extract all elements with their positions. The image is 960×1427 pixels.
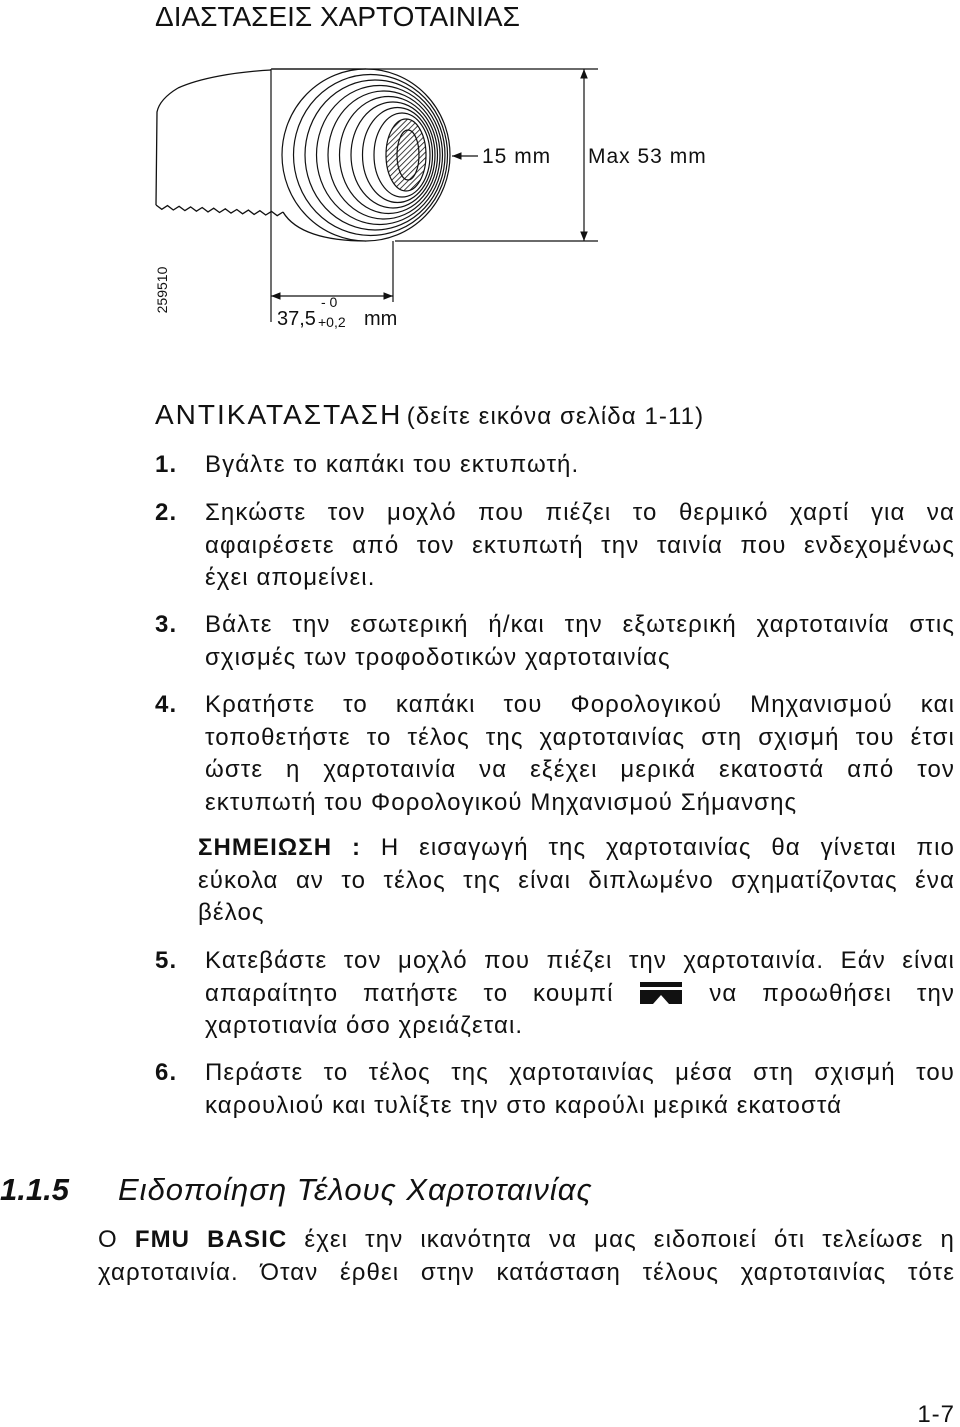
- paper-roll-figure: [0, 50, 720, 340]
- section-number: 1.1.5: [0, 1172, 69, 1207]
- step-text: [205, 1057, 955, 1122]
- step-line: Βγάλτε το καπάκι του εκτυπωτή.: [205, 451, 580, 478]
- paragraph-text: έχει την ικανότητα να μας ειδοποιεί ότι τελείωσε η: [304, 1226, 955, 1253]
- step-line: Σηκώστε τον μοχλό που πιέζει το θερμικό χαρτί για να: [205, 499, 955, 526]
- core-diameter-value: 37,5: [277, 308, 316, 330]
- paper-tear-edge: [156, 205, 283, 216]
- note-line: βέλος: [198, 899, 265, 926]
- page-number: 1-7: [917, 1401, 955, 1427]
- step-line: Κατεβάστε τον μοχλό που πιέζει την χαρτοταινία. Εάν είναι: [205, 947, 955, 974]
- paper-feed-icon: [638, 981, 684, 1005]
- step-line: καρουλιού και τυλίξτε την στο καρούλι μερικά εκατοστά: [205, 1091, 843, 1119]
- note: [198, 832, 955, 930]
- step-number: 1.: [155, 451, 178, 478]
- step-text: [205, 945, 955, 1043]
- step-text: [205, 497, 955, 595]
- width-label: 15 mm: [482, 145, 552, 168]
- step-number: 4.: [155, 691, 178, 718]
- step-line: ώστε η χαρτοταινία να εξέχει μερικά εκατοστά από τον: [205, 756, 955, 783]
- paper-flap-left: [156, 88, 178, 205]
- step-line: σχισμές των τροφοδοτικών χαρτοταινίας: [205, 643, 671, 671]
- note-text: Η εισαγωγή της χαρτοταινίας θα γίνεται πιο: [380, 834, 955, 861]
- step-line: Κρατήστε το καπάκι του Φορολογικού Μηχανισμού και: [205, 691, 955, 718]
- replacement-title: ΑΝΤΙΚΑΤΑΣΤΑΣΗ: [155, 399, 403, 430]
- step-line: αφαιρέσετε από τον εκτυπωτή την ταινία που ενδεχομένως: [205, 531, 955, 559]
- core-diameter-unit: mm: [364, 308, 398, 330]
- step-line: Περάστε το τέλος της χαρτοταινίας μέσα στη σχισμή του: [205, 1059, 955, 1086]
- max-diameter-label: Max 53 mm: [588, 145, 707, 168]
- step-line: εκτυπωτή του Φορολογικού Μηχανισμού Σήμανσης: [205, 788, 798, 816]
- paper-flap-top: [178, 70, 271, 88]
- step-number: 2.: [155, 499, 178, 526]
- step-line: χαρτοτιανία όσο χρειάζεται.: [205, 1012, 524, 1039]
- step-line: έχει απομείνει.: [205, 564, 376, 591]
- note-line: εύκολα αν το τέλος της είναι διπλωμένο σχηματίζοντας ένα: [198, 866, 955, 894]
- step-number: 5.: [155, 947, 178, 974]
- paragraph-intro: Ο: [98, 1226, 118, 1253]
- step-line: [205, 978, 955, 1011]
- step-text: [205, 449, 955, 482]
- note-line: [198, 832, 955, 865]
- section-title: Ειδοποίηση Τέλους Χαρτοταινίας: [118, 1172, 593, 1207]
- replacement-heading: [155, 398, 704, 437]
- step-number: 3.: [155, 611, 178, 638]
- page-title: ΔΙΑΣΤΑΣΕΙΣ ΧΑΡΤΟΤΑΙΝΙΑΣ: [155, 1, 520, 32]
- section-paragraph: [98, 1224, 955, 1289]
- product-name: FMU BASIC: [134, 1226, 288, 1253]
- step-line-part: να προωθήσει την: [709, 979, 955, 1007]
- paragraph-line: [98, 1224, 955, 1257]
- step-line: τοποθετήστε το τέλος της χαρτοταινίας στη σχισμή του έτσι: [205, 723, 955, 751]
- step-number: 6.: [155, 1059, 178, 1086]
- step-line-part: απαραίτητο πατήστε το κουμπί: [205, 979, 614, 1007]
- paragraph-line: χαρτοταινία. Όταν έρθει στην κατάσταση τέλους χαρτοταινίας τότε: [98, 1258, 955, 1286]
- step-text: [205, 609, 955, 674]
- note-label: ΣΗΜΕΙΩΣΗ :: [198, 834, 362, 861]
- tolerance-upper: - 0: [321, 294, 338, 310]
- step-text: [205, 689, 955, 819]
- step-line: Βάλτε την εσωτερική ή/και την εξωτερική χαρτοταινία στις: [205, 611, 955, 638]
- replacement-reference: (δείτε εικόνα σελίδα 1-11): [406, 403, 705, 430]
- figure-code: 259510: [154, 266, 170, 314]
- tolerance-lower: +0,2: [318, 314, 346, 330]
